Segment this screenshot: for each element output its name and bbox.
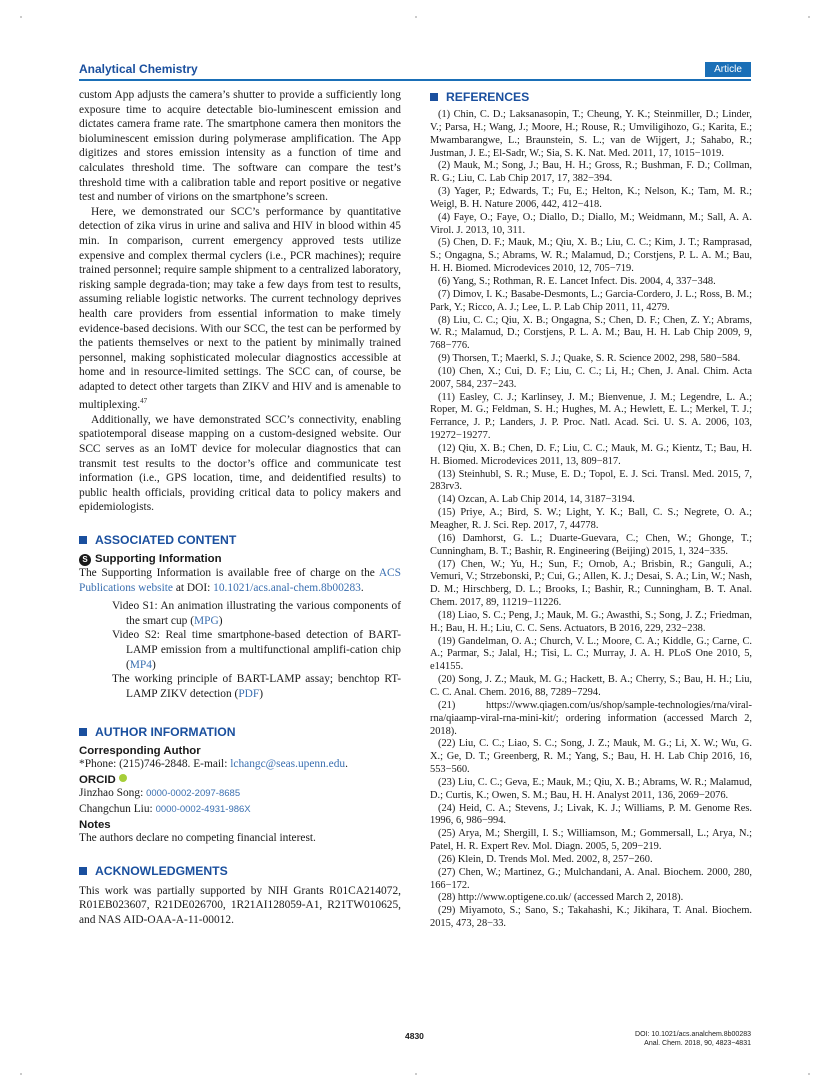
reference-item: (11) Easley, C. J.; Karlinsey, J. M.; Bienvenue, J. M.; Legendre, L. A.; Roper, M. G.; Feldman, S. H.; Hughes, M. A.; Hewlett, E. L.; Merkel, T. J.; Ferrance, J. P.; Landers, J. P. Proc. Natl. Acad. Sci. U. S. A. 2006, 103, 19272−19277. [430, 391, 752, 442]
reference-item: (26) Klein, D. Trends Mol. Med. 2002, 8, 257−260. [438, 853, 653, 865]
si-text-pre: The Supporting Information is available free of charge on the [79, 567, 379, 580]
reference-item: (10) Chen, X.; Cui, D. F.; Liu, C. C.; Li, H.; Chen, J. Anal. Chim. Acta 2007, 584, 237−243. [430, 365, 752, 390]
references-list [430, 109, 752, 931]
paragraph-2-text: Here, we demonstrated our SCC’s performance by quantitative detection of zika virus in urine and saliva and HIV in blood within 45 min. In comparison, current emergency approved tests utilize expensive and complex thermal cyclers (i.e., PCR machines); require trained personnel; require sample shipment to a centralized laboratory, risking sample degrada-tion; may take a few days from test to results, assuming reliable logistic networks. The current technology deprives health care providers from essential information to make timely evidence-based decisions. With our SCC, the test can be performed by the patients themselves or next to the patient by minimally trained personnel, making sophisticated molecular diagnostics accessible at home and in resource-limited settings. The SCC can, of course, be adapted to detect other targets than ZIKV and HIV and is amenable to multiplexing. [79, 205, 401, 412]
file-paren: ) [259, 687, 264, 700]
email-link[interactable]: lchangc@seas.upenn.edu [230, 758, 346, 771]
page-header [79, 62, 751, 79]
acknowledgments-heading [79, 864, 401, 878]
orcid-icon [119, 774, 127, 782]
reference-item: (20) Song, J. Z.; Mauk, M. G.; Hackett, B. A.; Cherry, S.; Bau, H. H.; Liu, C. C. Anal. Chem. 2016, 88, 7289−7294. [430, 674, 752, 698]
acs-publications-link[interactable]: ACS Publications website [79, 567, 401, 594]
references-title: REFERENCES [446, 90, 530, 104]
reference-item: (13) Steinhubl, S. R.; Muse, E. D.; Topol, E. J. Sci. Transl. Med. 2015, 7, 283rv3. [430, 468, 752, 493]
reference-item: (8) Liu, C. C.; Qiu, X. B.; Ongagna, S.; Chen, D. F.; Chen, Z. Y.; Abrams, W. R.; Malamud, D.; Corstjens, P. L. A. M.; Bau, H. H. Lab Chip 2009, 9, 768−776. [430, 314, 752, 352]
orcid-heading [79, 774, 401, 786]
file-paren: ) [218, 614, 223, 627]
reference-item: (19) Gandelman, O. A.; Church, V. L.; Moore, C. A.; Kiddle, G.; Carne, C. A.; Parmar, S.; Jalal, H.; Tisi, L. C.; Murray, J. A. H. PLoS One 2010, 5, e14155. [430, 635, 752, 673]
contact-line [79, 757, 401, 772]
file-link-mpg[interactable]: MPG [194, 614, 219, 627]
reference-item: (9) Thorsen, T.; Maerkl, S. J.; Quake, S. R. Science 2002, 298, 580−584. [438, 353, 741, 365]
body-text [79, 88, 401, 515]
notes-heading: Notes [79, 819, 111, 832]
reference-item: (25) Arya, M.; Shergill, I. S.; Williamson, M.; Gommersall, L.; Arya, N.; Patel, H. R. Expert Rev. Mol. Diagn. 2005, 5, 209−219. [430, 828, 752, 853]
section-square-icon [430, 93, 438, 101]
left-column [79, 88, 401, 928]
header-rule [79, 79, 751, 81]
acknowledgments-text: This work was partially supported by NIH Grants R01CA214072, R01EB023607, R21DE026700, 1R21AI128059-A1, R21TW010625, and NAS AID-OAA-A-11-00012. [79, 884, 401, 926]
orcid-id-link[interactable]: 0000-0002-2097-8685 [146, 787, 241, 799]
paragraph-1: custom App adjusts the camera’s shutter to provide a sufficiently long exposure time to acquire detectable bio-luminescent emission and dictates camera frame rate. The smartphone camera then monitors the bioluminescent emission during polymerase amplification. The App digitizes and stores emission intensity as a function of time and calculates threshold time. The software can compare the test’s threshold time with a calibration table and report positive or negative test and number of virions on the smartphone’s screen. [79, 89, 401, 204]
reference-item: (16) Damhorst, G. L.; Duarte-Guevara, C.; Chen, W.; Ghonge, T.; Cunningham, B. T.; Bashir, R. Engineering (Beijing) 2015, 1, 324−335. [430, 532, 752, 557]
reference-item: (2) Mauk, M.; Song, J.; Bau, H. H.; Gross, R.; Bushman, F. D.; Collman, R. G.; Liu, C. Lab Chip 2017, 17, 382−394. [430, 160, 752, 185]
si-text-post: . [360, 581, 364, 594]
file-description: Video S1: An animation illustrating the various components of the smart cup ( [112, 600, 401, 627]
reference-item: (6) Yang, S.; Rothman, R. E. Lancet Infect. Dis. 2004, 4, 337−348. [438, 275, 716, 287]
author-info-title: AUTHOR INFORMATION [95, 725, 236, 740]
citation-superscript[interactable]: 47 [140, 397, 148, 406]
reference-item: (28) http://www.optigene.co.uk/ (accessed March 2, 2018). [438, 892, 684, 904]
footer-journal-citation: Anal. Chem. 2018, 90, 4823−4831 [644, 1039, 751, 1047]
supporting-info-heading [79, 553, 401, 566]
orcid-entry [79, 786, 401, 802]
acknowledgments-title: ACKNOWLEDGMENTS [95, 863, 228, 878]
reference-item: (29) Miyamoto, S.; Sano, S.; Takahashi, K.; Jikihara, T. Anal. Biochem. 2015, 473, 28−33. [430, 905, 752, 930]
associated-content-title: ASSOCIATED CONTENT [95, 533, 237, 548]
file-description: The working principle of BART-LAMP assay; benchtop RT-LAMP ZIKV detection ( [112, 673, 401, 700]
reference-item: (7) Dimov, I. K.; Basabe-Desmonts, L.; Garcia-Cordero, J. L.; Ross, B. M.; Park, Y.; Ricco, A. J.; Lee, L. P. Lab Chip 2011, 11, 4279. [430, 288, 752, 313]
section-square-icon [79, 536, 87, 544]
footer-doi[interactable]: DOI: 10.1021/acs.analchem.8b00283 [635, 1031, 751, 1038]
reference-item: (14) Ozcan, A. Lab Chip 2014, 14, 3187−3194. [438, 494, 635, 506]
reference-item: (3) Yager, P.; Edwards, T.; Fu, E.; Helton, K.; Nelson, K.; Tam, M. R.; Weigl, B. H. Nature 2006, 442, 412−418. [430, 186, 752, 210]
reference-item: (21) https://www.qiagen.com/us/shop/sample-technologies/rna/viral-rna/qiaamp-viral-rna-mini-kit/; ordering information (accessed March 2, 2018). [430, 699, 752, 737]
file-paren: ) [151, 658, 156, 671]
article-type-tag: Article [705, 62, 751, 77]
reference-item: (15) Priye, A.; Bird, S. W.; Light, Y. K.; Ball, C. S.; Negrete, O. A.; Meagher, R. J. Sci. Rep. 2017, 7, 44778. [430, 507, 752, 531]
reference-item: (17) Chen, W.; Yu, H.; Sun, F.; Ornob, A.; Brisbin, R.; Ganguli, A.; Vemuri, V.; Strzebonski, P.; Cui, G.; Allen, K. J.; Desai, S. A.; Lin, W.; Nash, D. M.; Hirschberg, D. L.; Brooks, I.; Bashir, R.; Cunningham, B. T. Anal. Chem. 2017, 89, 11219−11226. [430, 558, 752, 609]
doi-link[interactable]: 10.1021/acs.anal-chem.8b00283 [213, 581, 361, 594]
file-link-pdf[interactable]: PDF [238, 687, 260, 700]
section-square-icon [79, 867, 87, 875]
orcid-title: ORCID [79, 773, 116, 786]
email-end: . [345, 758, 348, 771]
reference-item: (24) Heid, C. A.; Stevens, J.; Livak, K. J.; Williams, P. M. Genome Res. 1996, 6, 986−994. [430, 802, 752, 827]
corresponding-author-heading: Corresponding Author [79, 745, 201, 758]
page-number: 4830 [405, 1031, 424, 1041]
reference-item: (4) Faye, O.; Faye, O.; Diallo, D.; Diallo, M.; Weidmann, M.; Sall, A. A. Virol. J. 2013, 10, 311. [430, 211, 752, 236]
reference-item: (1) Chin, C. D.; Laksanasopin, T.; Cheung, Y. K.; Steinmiller, D.; Linder, V.; Parsa, H.; Wang, J.; Moore, H.; Rouse, R.; Umviligihozo, G.; Karita, E.; Mwambarangwe, L.; Braunstein, S. L.; van de Wijgert, J.; Sahabo, R.; Justman, J. E.; El-Sadr, W.; Sia, S. K. Nat. Med. 2011, 17, 1015−1019. [430, 109, 752, 159]
orcid-id-link[interactable]: 0000-0002-4931-986X [155, 803, 251, 815]
paragraph-2 [79, 205, 401, 413]
file-link-mp4[interactable]: MP4 [129, 658, 152, 671]
notes-text: The authors declare no competing financial interest. [79, 832, 316, 845]
reference-item: (22) Liu, C. C.; Liao, S. C.; Song, J. Z.; Mauk, M. G.; Li, X. W.; Wu, G. X.; Ge, D. T.; Greenberg, R. M.; Yang, S.; Bau, H. H. Lab Chip 2016, 16, 553−560. [430, 738, 752, 776]
supporting-info-icon: S [79, 554, 91, 566]
supporting-file-item [112, 672, 401, 701]
supporting-info-text [79, 566, 401, 595]
reference-item: (23) Liu, C. C.; Geva, E.; Mauk, M.; Qiu, X. B.; Abrams, W. R.; Malamud, D.; Curtis, K.; Owen, S. M.; Bau, H. H. Analyst 2011, 136, 2069−2076. [430, 776, 752, 801]
paragraph-3: Additionally, we have demonstrated SCC’s connectivity, enabling spatiotemporal disease mapping on a custom-designed website. Our SCC serves as an IoMT device for molecular diagnostics that can transmit test results to the doctor’s office and communicate test information (i.e., GPS location, time, and deidentified results) to public health officials, providing critical data to policy makers and epidemiologists. [79, 413, 401, 514]
supporting-file-item [112, 599, 401, 628]
associated-content-heading [79, 533, 401, 547]
phone-text: *Phone: (215)746-2848. E-mail: [79, 758, 231, 771]
footer-citation [635, 1031, 751, 1048]
reference-item: (27) Chen, W.; Martinez, G.; Mulchandani, A. Anal. Biochem. 2000, 280, 166−172. [430, 866, 752, 891]
section-square-icon [79, 728, 87, 736]
journal-name: Analytical Chemistry [79, 62, 198, 76]
references-heading [430, 90, 752, 104]
supporting-files-list [112, 599, 401, 701]
orcid-author-name: Changchun Liu: [79, 802, 156, 815]
si-text-mid: at DOI: [172, 581, 214, 594]
reference-item: (5) Chen, D. F.; Mauk, M.; Qiu, X. B.; Liu, C. C.; Kim, J. T.; Ramprasad, S.; Ongagna, S.; Abrams, W. R.; Malamud, D.; Corstjens, P. L. A. M.; Bau, H. H. Biomed. Microdevices 2010, 12, 705−719. [430, 237, 752, 275]
reference-item: (12) Qiu, X. B.; Chen, D. F.; Liu, C. C.; Mauk, M. G.; Kientz, T.; Bau, H. H. Biomed. Microdevices 2011, 13, 809−817. [430, 442, 752, 467]
orcid-entry [79, 802, 401, 818]
reference-item: (18) Liao, S. C.; Peng, J.; Mauk, M. G.; Awasthi, S.; Song, J. Z.; Friedman, H.; Bau, H. H.; Liu, C. C. Sens. Actuators, B 2016, 229, 232−238. [430, 609, 752, 634]
right-column [430, 88, 752, 931]
supporting-info-title: Supporting Information [95, 553, 222, 566]
orcid-author-name: Jinzhao Song: [79, 786, 147, 799]
author-info-heading [79, 725, 401, 739]
file-description: Video S2: Real time smartphone-based detection of BART-LAMP emission from a multifunctional amplifi-cation chip ( [112, 629, 401, 671]
supporting-file-item [112, 628, 401, 672]
